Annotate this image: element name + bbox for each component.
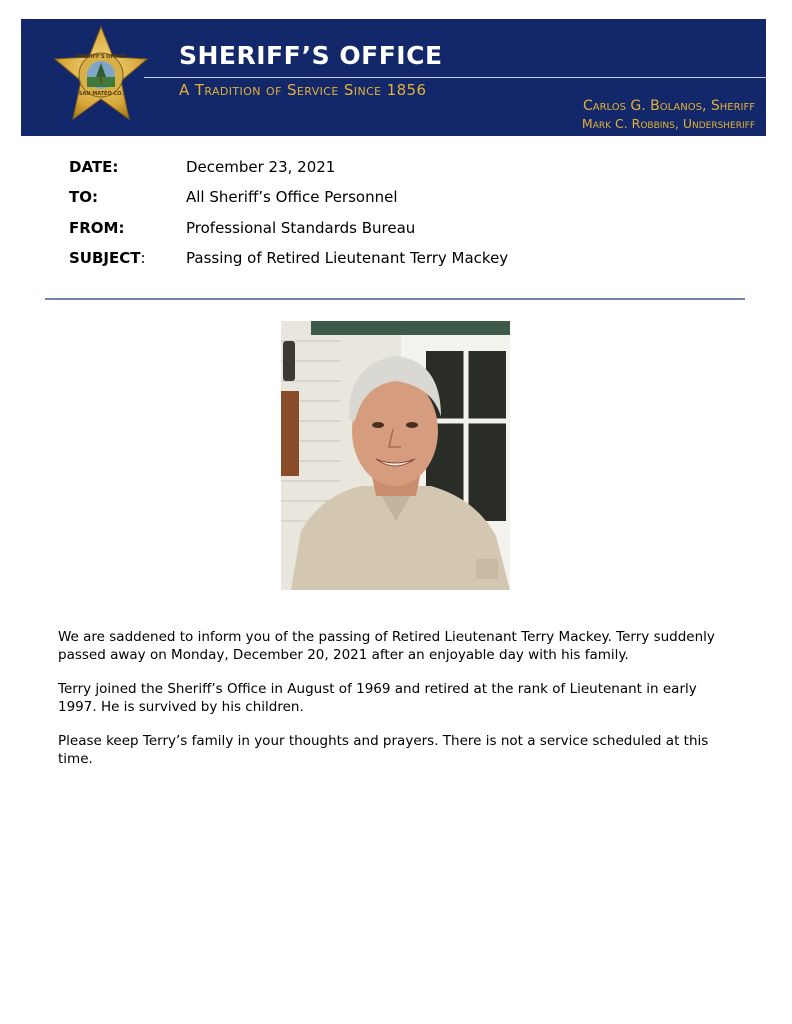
body-paragraph-2: Terry joined the Sheriff’s Office in August of 1969 and retired at the rank of Lieutenant in early 1997. He is survived by his children. (58, 681, 697, 715)
badge-text-bottom: SAN MATEO CO. (78, 91, 124, 97)
sheriff-badge-icon (51, 25, 151, 129)
portrait-photo (281, 321, 510, 590)
subject-label: SUBJECT (69, 249, 141, 267)
body-paragraph-3: Please keep Terry’s family in your thoughts and prayers. There is not a service scheduled at this time. (58, 733, 709, 767)
subject-label-group (69, 249, 146, 267)
header-divider (45, 298, 745, 300)
letterhead-banner (21, 19, 766, 136)
office-tagline: A Tradition of Service Since 1856 (179, 81, 427, 99)
banner-rule (144, 77, 766, 78)
date-value: December 23, 2021 (186, 158, 336, 176)
date-label: DATE: (69, 158, 119, 176)
from-value: Professional Standards Bureau (186, 219, 416, 237)
to-value: All Sheriff’s Office Personnel (186, 188, 398, 206)
subject-colon: : (140, 249, 146, 267)
body-paragraph-1: We are saddened to inform you of the passing of Retired Lieutenant Terry Mackey. Terry suddenly passed away on Monday, December 20, 2021 after an enjoyable day with his family. (58, 629, 715, 663)
to-label: TO: (69, 188, 98, 206)
undersheriff-name: Mark C. Robbins, Undersheriff (581, 116, 755, 131)
sheriff-name: Carlos G. Bolanos, Sheriff (582, 98, 755, 114)
from-label: FROM: (69, 219, 125, 237)
badge-text-top: SHERIFF'S OFFICE (75, 54, 127, 60)
office-title: SHERIFF’S OFFICE (179, 41, 443, 70)
subject-value: Passing of Retired Lieutenant Terry Mackey (186, 249, 509, 267)
